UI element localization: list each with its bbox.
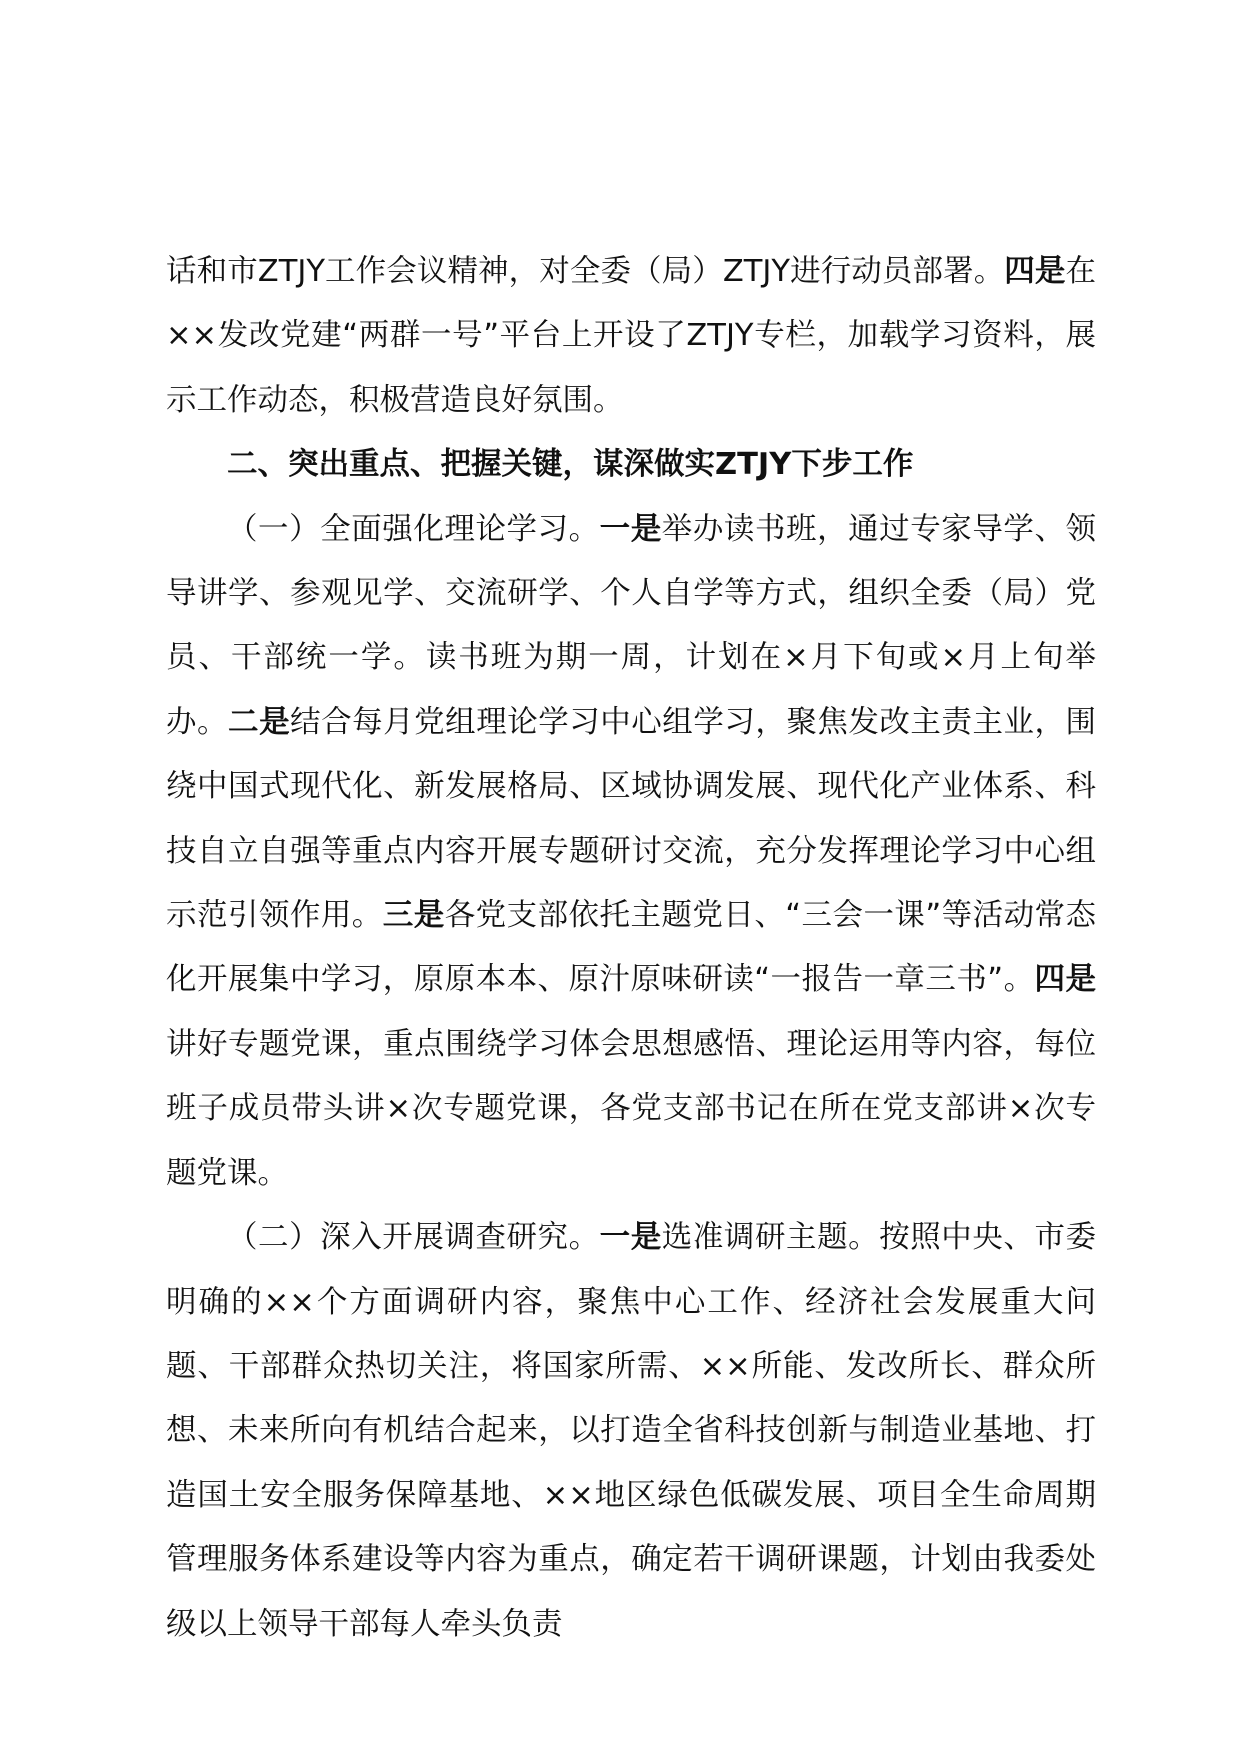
section-heading [166,433,1096,497]
paragraph-text: 讲好专题党课，重点围绕学习体会思想感悟、理论运用等内容，每位班子成员带头讲×次专题党课，各党支部书记在所在党支部讲×次专题党课。 [166,1026,1096,1191]
bold-marker-one: 一是 [599,511,662,547]
bold-marker-four: 四是 [1034,962,1096,998]
heading-text: 二、突出重点、把握关键，谋深做实ZTJY下步工作 [227,447,914,483]
bold-marker-one: 一是 [599,1220,662,1256]
paragraph-text: 举办读书班，通过专家导学、领导讲学、参观见学、交流研学、个人自学等方式，组织全委（局）党员、干部统一学。读书班为期一周，计划在×月下旬或×月上旬举办。 [166,511,1097,740]
bold-marker-four: 四是 [1004,254,1066,289]
subsection-title: （一）全面强化理论学习。 [227,511,600,547]
paragraph-text: 话和市ZTJY工作会议精神，对全委（局）ZTJY进行动员部署。 [166,254,1005,289]
paragraph-theory-study [166,498,1096,1206]
paragraph-text: 选准调研主题。按照中央、市委明确的××个方面调研内容，聚焦中心工作、经济社会发展重大问题、干部群众热切关注，将国家所需、××所能、发改所长、群众所想、未来所向有机结合起来，以打造全省科技创新与制造业基地、打造国土安全服务保障基地、××地区绿色低碳发展、项目全生命周期管理服务体系建设等内容为重点，确定若干调研课题，计划由我委处级以上领导干部每人牵头负责 [166,1220,1097,1642]
bold-marker-two: 二是 [228,704,291,740]
subsection-title: （二）深入开展调查研究。 [227,1220,600,1256]
paragraph-text: 结合每月党组理论学习中心组学习，聚焦发改主责主业，围绕中国式现代化、新发展格局、区域协调发展、现代化产业体系、科技自立自强等重点内容开展专题研讨交流，充分发挥理论学习中心组示范引领作用。 [166,704,1097,934]
paragraph-continuation [166,240,1096,433]
paragraph-text: 各党支部依托主题党日、“三会一课”等活动常态化开展集中学习，原原本本、原汁原味研读“一报告一章三书”。 [166,898,1097,998]
paragraph-research [166,1206,1096,1657]
document-body [166,240,1096,1657]
bold-marker-three: 三是 [382,898,445,934]
paragraph-text: 在××发改党建“两群一号”平台上开设了ZTJY专栏，加载学习资料，展示工作动态，积极营造良好氛围。 [166,254,1096,418]
